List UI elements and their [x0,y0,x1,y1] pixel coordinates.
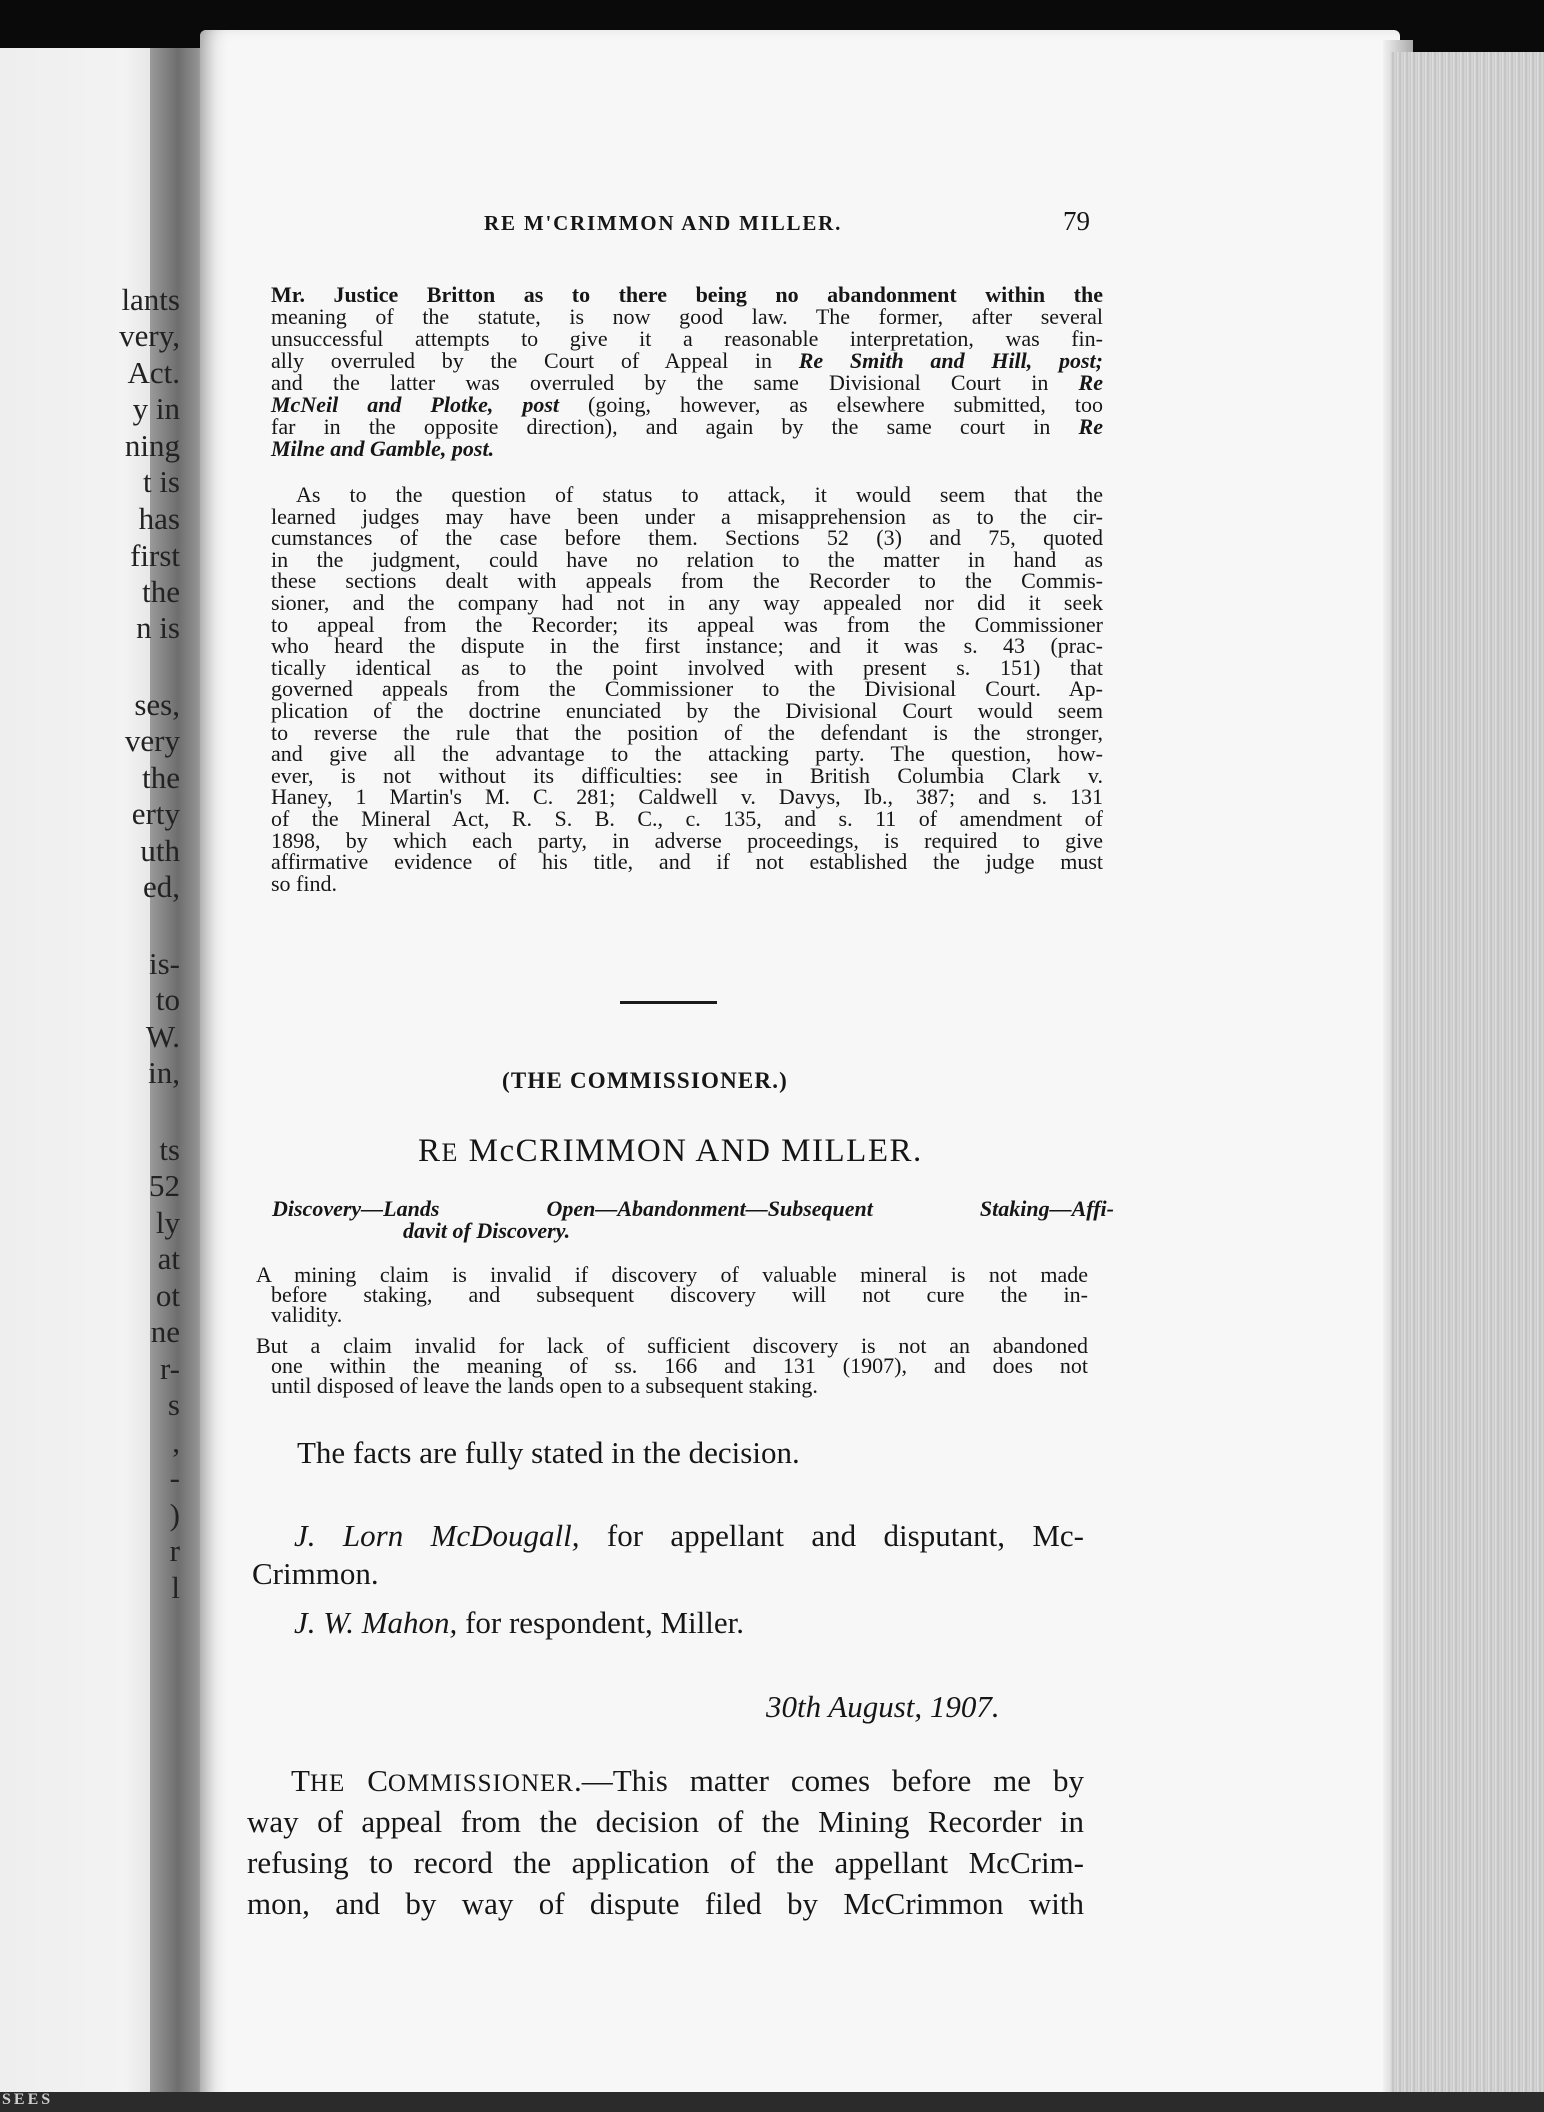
note-line: ever, is not without its difficulties: see in British Columbia Clark v. [271,762,1103,788]
note-line: unsuccessful attempts to give it a reasonable interpretation, was fin- [271,326,1103,351]
bottom-scan-strip [0,2092,1544,2112]
left-page-fragment: l [171,1570,180,1605]
decision-line: mon, and by way of dispute filed by McCrimmon with [247,1886,1084,1921]
counsel-line [294,1520,1084,1552]
decision-first-line [291,1765,1084,1800]
left-page-fragment: ne [150,1314,180,1349]
counsel-name: J. Lorn McDougall, [294,1518,580,1553]
page-number: 79 [1063,206,1090,236]
note-line: learned judges may have been under a misapprehension as to the cir- [271,503,1103,529]
left-page-fragment: s [167,1387,180,1422]
case-title-name: McCRIMMON AND MILLER. [468,1133,923,1169]
speaker-rest: OMMISSIONER [387,1770,574,1797]
left-page-fragment: very [124,723,180,758]
note-line: affirmative evidence of his title, and if not established the judge must [271,849,1103,875]
note-line: As to the question of status to attack, it would seem that the [296,482,1103,507]
case-title-prefix-cap: R [418,1133,442,1169]
left-page-fragment: at [157,1241,180,1276]
decision-line: way of appeal from the decision of the Mining Recorder in [247,1804,1084,1839]
note-line: who heard the dispute in the first instance; and it was s. 43 (prac- [271,633,1103,659]
left-page-fragment: ) [169,1497,180,1532]
running-head: RE M'CRIMMON AND MILLER. [484,211,843,235]
note-line: 1898, by which each party, in adverse proceedings, is required to give [271,827,1103,853]
counsel-role: for appellant and disputant, Mc- [579,1518,1084,1553]
court-label: (THE COMMISSIONER.) [502,1068,789,1093]
left-page-fragment: r [169,1533,180,1568]
note-line: Mr. Justice Britton as to there being no abandonment within the [271,282,1103,307]
case-citation: Milne and Gamble, post. [271,436,495,461]
keywords-line: davit of Discovery. [403,1218,571,1243]
left-page-fragment: the [142,574,180,609]
note-line: plication of the doctrine enunciated by the Divisional Court would seem [271,698,1103,723]
note-line: to reverse the rule that the position of the defendant is the stronger, [271,719,1103,745]
headnote-line: validity. [271,1302,343,1327]
left-page-fragment: n is [136,610,180,645]
case-title-prefix-rest: E [441,1138,459,1167]
left-page-fragment: is- [149,946,180,981]
speaker-cap-t: T [291,1763,310,1798]
note-line [271,370,1103,395]
facts-line: The facts are fully stated in the decision. [297,1435,800,1470]
left-page-fragment: first [130,538,180,573]
left-page-fragment: erty [131,796,180,831]
speaker-he: HE [309,1770,346,1797]
note-line: these sections dealt with appeals from the Recorder to the Commis- [271,568,1103,594]
left-page-fragment: 52 [149,1168,180,1203]
case-title [418,1133,923,1170]
left-page-fragment: Act. [127,355,180,390]
note-line: tically identical as to the point involved with present s. 151) that [271,654,1103,680]
counsel-line [294,1607,744,1639]
headnote-line: A mining claim is invalid if discovery of valuable mineral is not made [256,1262,1088,1287]
note-line [271,348,1103,373]
note-line: to appeal from the Recorder; its appeal was from the Commissioner [271,611,1103,637]
left-page-fragment: r- [159,1351,180,1386]
left-page-fragment: t is [142,464,180,499]
left-page-fragment: the [142,760,180,795]
left-page-fragment: has [138,501,180,536]
keywords-line: Discovery—Lands Open—Abandonment—Subsequent Staking—Affi- [272,1196,1114,1221]
bottom-scan-text: SEES [2,2091,54,2108]
note-line [271,392,1103,417]
note-text: ally overruled by the Court of Appeal in [271,348,799,373]
note-text: (going, however, as elsewhere submitted, too [559,392,1103,417]
left-page-fragment: - [169,1460,180,1495]
note-line: and give all the advantage to the attacking party. The question, how- [271,741,1103,767]
note-line: cumstances of the case before them. Sections 52 (3) and 75, quoted [271,525,1103,551]
note-line [271,436,1103,461]
left-page-fragment: uth [140,833,180,868]
headnote-line: until disposed of leave the lands open to a subsequent staking. [271,1373,818,1398]
decision-first-line-text: .—This matter comes before me by [573,1763,1085,1798]
left-page-fragment: ses, [134,687,180,722]
speaker-cap-c: C [367,1763,388,1798]
left-page-fragment: to [155,982,180,1017]
left-page-fragment: in, [148,1055,180,1090]
left-page-fragment: ts [159,1132,180,1167]
note-line: governed appeals from the Commissioner to the Divisional Court. Ap- [271,676,1103,702]
left-page-fragment: ning [124,428,180,463]
left-page-fragment: ly [155,1205,180,1240]
note-line: so find. [271,870,337,896]
counsel-role: for respondent, Miller. [457,1605,745,1640]
case-citation: Re Smith and Hill, post; [798,348,1103,373]
note-line [271,414,1103,439]
case-citation: Re [1078,370,1103,395]
headnote-line: one within the meaning of ss. 166 and 131 (1907), and does not [271,1353,1088,1378]
note-line: Haney, 1 Martin's M. C. 281; Caldwell v. Davys, Ib., 387; and s. 131 [271,784,1103,810]
page-edges-stack [1390,52,1544,2112]
note-line: in the judgment, could have no relation to the matter in hand as [271,546,1103,572]
note-line: of the Mineral Act, R. S. B. C., c. 135, and s. 11 of amendment of [271,806,1103,831]
left-page-fragment: W. [145,1019,180,1054]
decision-date: 30th August, 1907. [766,1689,1000,1724]
left-page-fragment: ed, [142,869,180,904]
counsel-name: J. W. Mahon, [294,1605,458,1640]
case-citation: McNeil and Plotke, post [271,392,560,417]
decision-line: refusing to record the application of the appellant McCrim- [247,1845,1084,1880]
headnote-line: before staking, and subsequent discovery will not cure the in- [271,1282,1088,1307]
left-page-fragment: lants [121,282,180,317]
note-text: far in the opposite direction), and again by the same court in [271,414,1079,439]
section-divider-rule [620,1001,717,1004]
note-line: meaning of the statute, is now good law. The former, after several [271,304,1103,329]
note-text: and the latter was overruled by the same Divisional Court in [271,370,1079,395]
left-page-fragment: very, [119,318,180,353]
left-page-fragment: , [172,1424,180,1459]
counsel-continuation: Crimmon. [252,1556,379,1591]
note-line: sioner, and the company had not in any way appealed nor did it seek [271,590,1103,615]
left-page-fragment: ot [155,1278,180,1313]
left-page-fragment: y in [132,391,180,426]
headnote-line: But a claim invalid for lack of sufficient discovery is not an abandoned [256,1333,1088,1358]
case-citation: Re [1078,414,1103,439]
